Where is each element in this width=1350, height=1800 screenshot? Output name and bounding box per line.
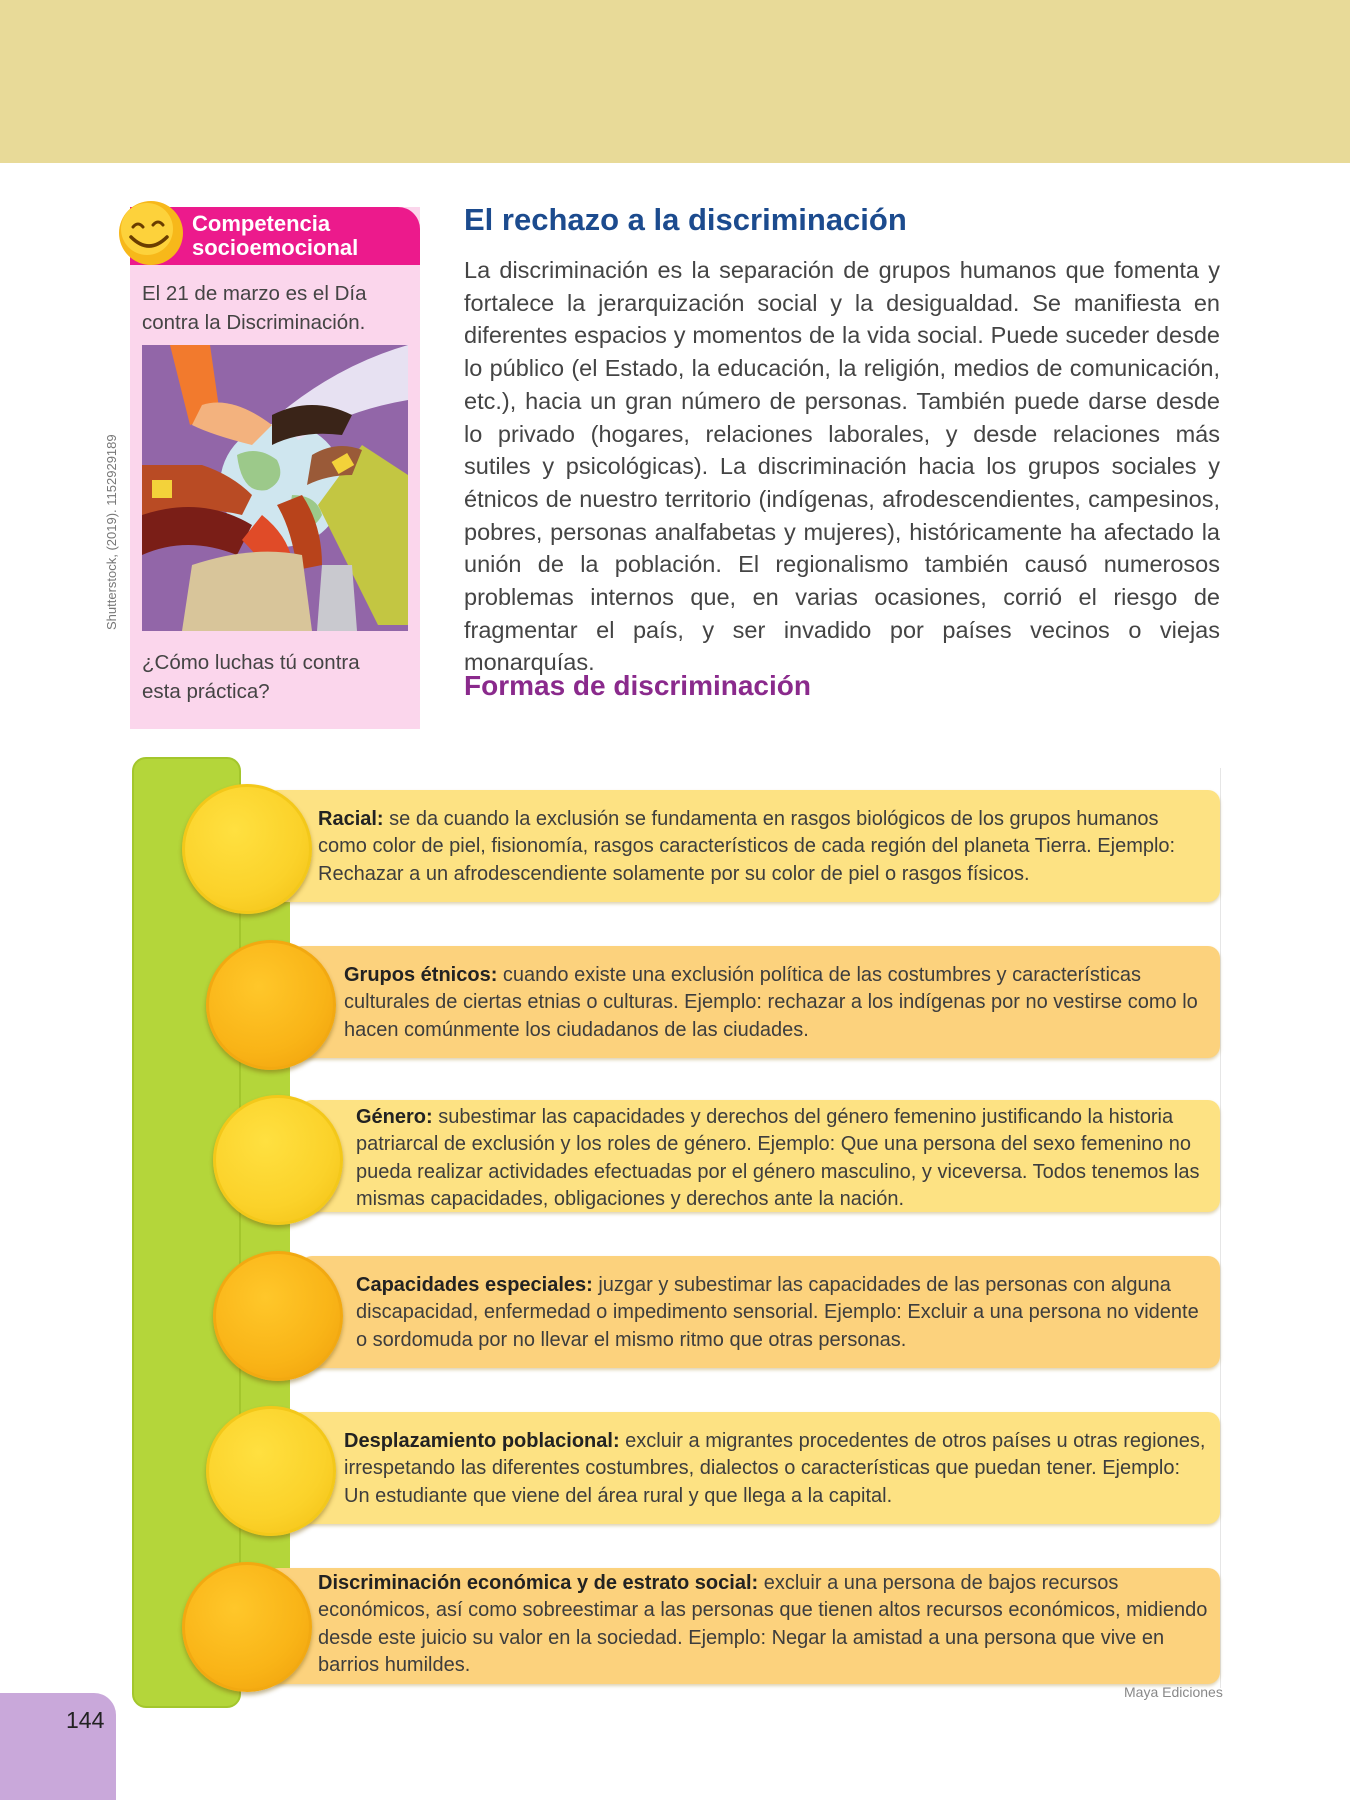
form-term: Género: <box>356 1106 433 1128</box>
form-circle <box>182 1562 312 1692</box>
form-term: Grupos étnicos: <box>344 964 498 986</box>
form-circle <box>213 1251 343 1381</box>
smiley-icon <box>117 199 185 267</box>
form-term: Capacidades especiales: <box>356 1274 593 1296</box>
form-desc: se da cuando la exclusión se fundamenta en rasgos biológicos de los grupos humanos como color de piel, fisionomía, rasgos característicos de cada región del planeta Tierra. Ejemplo: Rechazar a un afrodescendiente solamente por su color de piel o rasgos físicos. <box>318 808 1176 885</box>
side-box-question: ¿Cómo luchas tú contra esta práctica? <box>142 651 360 703</box>
main-paragraph: La discriminación es la separación de grupos humanos que fomenta y fortalece la jerarquización social y la desigualdad. Se manifiesta en diferentes espacios y momentos de la vida social. Puede suceder desde lo público (el Estado, la educación, la religión, medios de comunicación, etc.), hacia un gran número de personas. También puede darse desde lo privado (hogares, relaciones laborales, y desde relaciones más sutiles y psicológicas). La discriminación hacia los grupos sociales y étnicos de nuestro territorio (indígenas, afrodescendientes, campesinos, pobres, personas analfabetas y mujeres), históricamente ha afectado la unión de la población. El regionalismo también causó numerosos problemas internos que, en varias ocasiones, corrió el riesgo de fragmentar el país, y ser invadido por países vecinos o viejas monarquías. <box>464 257 1220 676</box>
hands-globe-illustration <box>142 345 408 631</box>
page-number: 144 <box>66 1707 105 1733</box>
form-circle <box>182 784 312 914</box>
form-text-racial <box>318 806 1208 888</box>
form-text-ethnic <box>344 962 1210 1044</box>
page-title: El rechazo a la discriminación <box>464 202 907 237</box>
form-desc: excluir a migrantes procedentes de otros países u otras regiones, irrespetando las diferentes costumbres, dialectos o características que puedan tener. Ejemplo: Un estudiante que viene del área rural y que llega a la capital. <box>344 1430 1206 1507</box>
form-term: Racial: <box>318 808 384 830</box>
form-circle <box>213 1095 343 1225</box>
publisher-credit: Maya Ediciones <box>1124 1684 1223 1700</box>
form-circle <box>206 940 336 1070</box>
form-term: Discriminación económica y de estrato social: <box>318 1572 759 1594</box>
top-band <box>0 0 1350 163</box>
form-term: Desplazamiento poblacional: <box>344 1430 620 1452</box>
side-box-text: El 21 de marzo es el Día contra la Discriminación. <box>142 282 367 334</box>
socioemotional-title: Competencia socioemocional <box>192 211 359 260</box>
section-subtitle: Formas de discriminación <box>464 670 811 701</box>
right-rule <box>1220 768 1221 1688</box>
form-text-gender <box>356 1104 1212 1213</box>
form-desc: excluir a una persona de bajos recursos económicos, así como sobreestimar a las personas que tienen altos recursos económicos, midiendo desde este juicio su valor en la sociedad. Ejemplo: Negar la amistad a una persona que vive en barrios humildes. <box>318 1572 1208 1676</box>
image-credit: Shutterstock, (2019). 1152929189 <box>104 434 119 630</box>
form-text-special-abilities <box>356 1272 1212 1354</box>
form-desc: subestimar las capacidades y derechos del género femenino justificando la historia patriarcal de exclusión y los roles de género. Ejemplo: Que una persona del sexo femenino no pueda realizar actividades efectuadas por el género masculino, y viceversa. Todos tenemos las mismas capacidades, obligaciones y derechos ante la nación. <box>356 1106 1200 1210</box>
form-text-economic <box>318 1570 1208 1679</box>
form-desc: cuando existe una exclusión política de las costumbres y características culturales de ciertas etnias o culturas. Ejemplo: rechazar a los indígenas por no vestirse como lo hacen comúnmente los ciudadanos de las ciudades. <box>344 964 1198 1041</box>
form-text-displacement <box>344 1428 1210 1510</box>
form-circle <box>206 1406 336 1536</box>
form-desc: juzgar y subestimar las capacidades de las personas con alguna discapacidad, enfermedad o impedimento sensorial. Ejemplo: Excluir a una persona no vidente o sordomuda por no llevar el mismo ritmo que otras personas. <box>356 1274 1199 1351</box>
